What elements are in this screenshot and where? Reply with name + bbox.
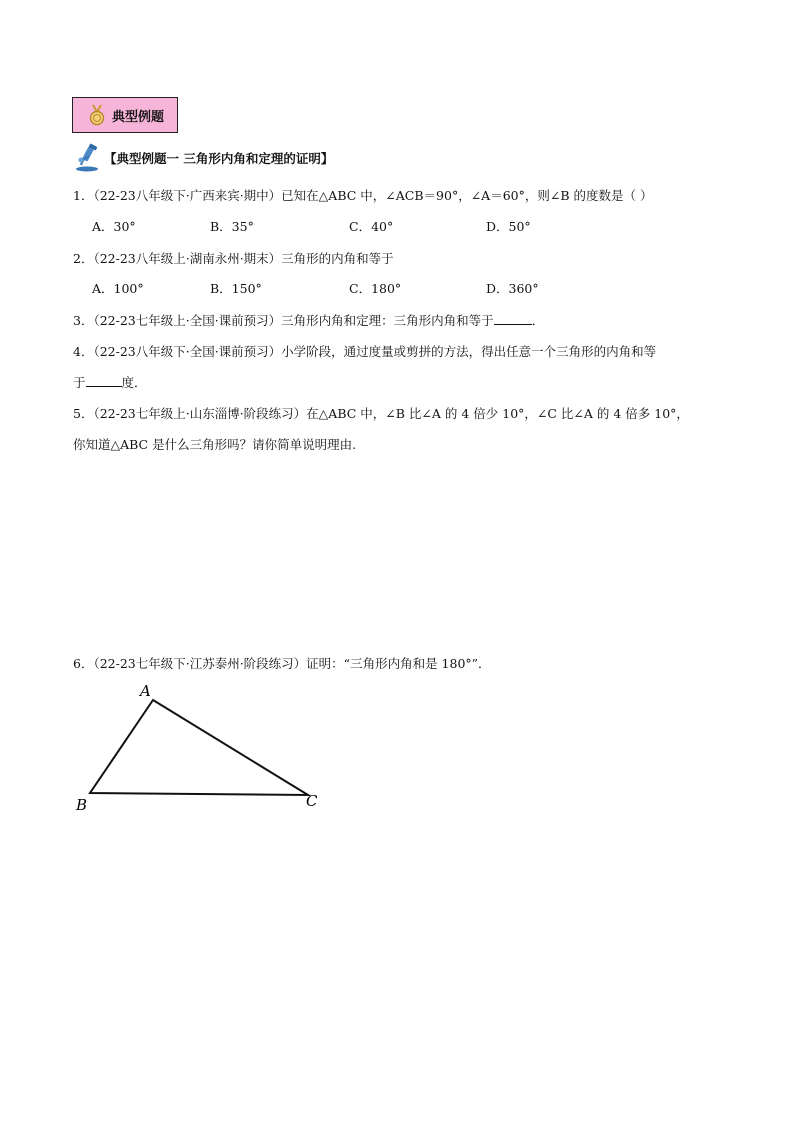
question-4-line-2 [73,373,147,391]
question-2-option-d: D．360° [486,281,539,296]
question-1 [73,186,652,204]
question-5-number: 5． [73,406,94,421]
question-3-text: （22-23七年级上·全国·课前预习）三角形内角和定理：三角形内角和等于 [93,313,494,328]
question-5-text: （22-23七年级上·山东淄博·阶段练习）在△ABC 中，∠B 比∠A 的 4 倍少 10°，∠C 比∠A 的 4 倍多 10°， [93,406,689,421]
question-4-suffix: 度． [121,375,147,390]
question-6 [73,654,491,672]
microscope-icon [73,143,103,173]
question-4-prefix: 于 [73,375,86,390]
question-1-text: （22-23八年级下·广西来宾·期中）已知在△ABC 中，∠ACB＝90°，∠A＝60°，则∠B 的度数是（ ） [93,188,653,203]
answer-blank[interactable] [86,374,122,387]
question-6-text: （22-23七年级下·江苏泰州·阶段练习）证明：“三角形内角和是 180°”． [93,656,491,671]
section-badge [72,97,178,133]
question-3-number: 3． [73,313,94,328]
question-4-number: 4． [73,344,94,359]
question-3 [73,311,544,329]
section-badge-label: 典型例题 [112,109,165,125]
question-2-number: 2． [73,251,94,266]
question-1-option-b: B．35° [210,219,254,234]
question-6-number: 6． [73,656,94,671]
medal-icon [88,104,106,126]
example-heading: 【典型例题一 三角形内角和定理的证明】 [104,151,334,166]
question-1-number: 1． [73,188,94,203]
triangle-figure [70,680,330,820]
question-1-option-d: D．50° [486,219,531,234]
vertex-label-b: B [76,796,88,814]
question-4 [73,342,656,360]
question-3-suffix: ． [531,313,545,328]
question-4-text: （22-23八年级下·全国·课前预习）小学阶段，通过度量或剪拼的方法，得出任意一个三角形的内角和等 [93,344,657,359]
question-5 [73,404,689,422]
answer-blank[interactable] [494,312,532,325]
triangle-abc [90,700,308,795]
vertex-label-c: C [306,792,318,810]
question-2-option-a: A．100° [92,281,144,296]
vertex-label-a: A [140,682,151,700]
question-2 [73,249,394,267]
question-1-option-a: A．30° [92,219,136,234]
question-1-option-c: C．40° [349,219,394,234]
question-2-option-b: B．150° [210,281,262,296]
question-5-line-2: 你知道△ABC 是什么三角形吗？请你简单说明理由. [73,437,357,452]
question-2-text: （22-23八年级上·湖南永州·期末）三角形的内角和等于 [93,251,394,266]
question-2-option-c: C．180° [349,281,402,296]
